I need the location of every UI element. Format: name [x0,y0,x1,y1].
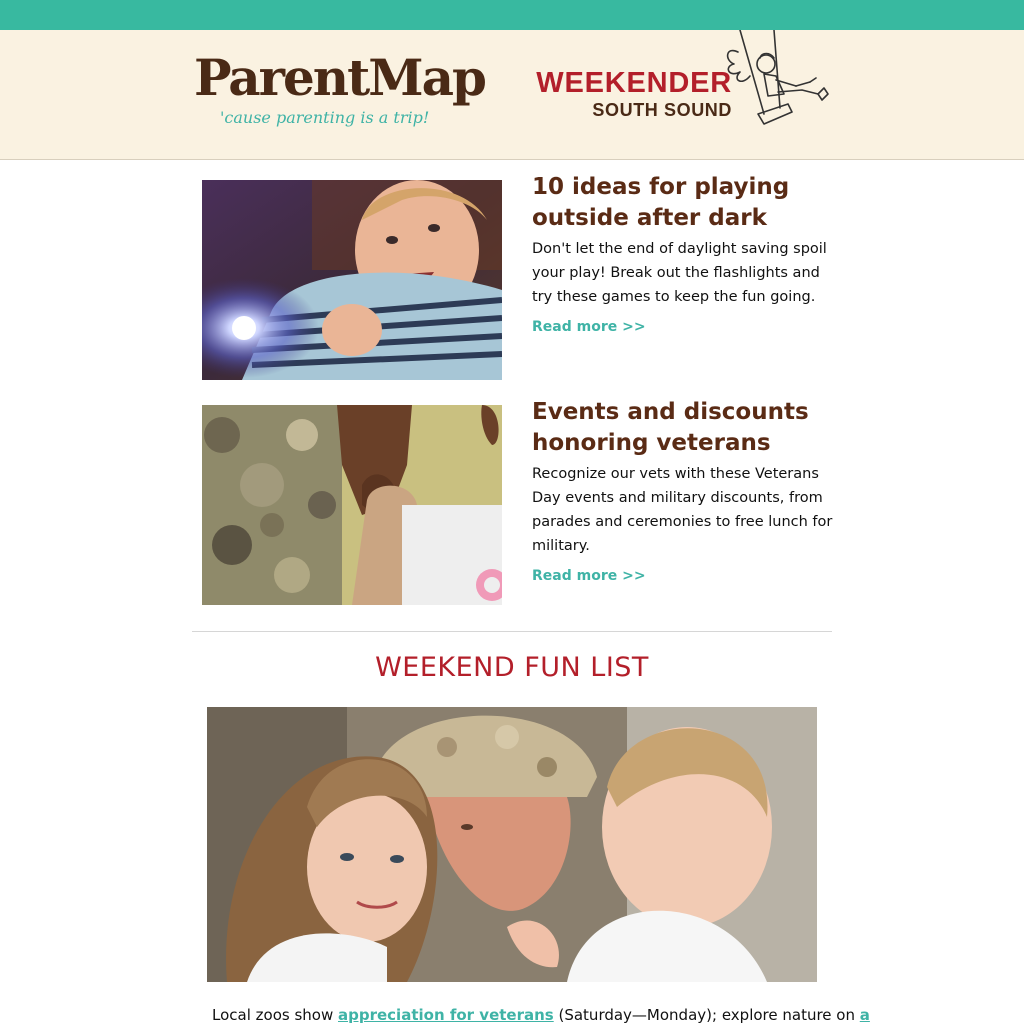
article-title[interactable]: Events and discounts honoring veterans [532,399,809,456]
article-description: Recognize our vets with these Veterans Day events and military discounts, from parades and ceremonies to free lunch for military. [532,466,833,554]
article-image-veteran-holding-hand[interactable] [202,405,502,605]
child-on-swing-illustration [718,30,834,132]
read-more-link[interactable]: Read more >> [532,568,646,584]
nature-link[interactable]: a [859,1006,870,1024]
fun-list-text: Local zoos show [212,1006,338,1024]
weekender-logo [522,67,732,121]
article-title[interactable]: 10 ideas for playing outside after dark [532,174,790,231]
logo-text: ParentMap [194,48,485,107]
section-heading: WEEKEND FUN LIST [375,652,649,683]
article-body [532,172,837,335]
section-divider [192,631,832,632]
read-more-link[interactable]: Read more >> [532,319,646,335]
article-description: Don't let the end of daylight saving spoil your play! Break out the flashlights and try these games to keep the fun going. [532,241,827,305]
parentmap-logo[interactable] [194,48,485,140]
appreciation-for-veterans-link[interactable]: appreciation for veterans [338,1006,554,1024]
masthead [0,30,1024,160]
weekender-title: WEEKENDER [536,67,732,99]
hero-image-soldier-with-children[interactable] [207,707,817,982]
article-image-flashlight-child[interactable] [202,180,502,380]
fun-list-text: (Saturday—Monday); explore nature on [553,1006,860,1024]
top-color-strip [0,0,1024,30]
logo-tagline: 'cause parenting is a trip! [220,108,430,127]
weekender-subtitle: SOUTH SOUND [592,100,732,120]
article-body [532,397,837,584]
fun-list-paragraph [212,1006,870,1024]
